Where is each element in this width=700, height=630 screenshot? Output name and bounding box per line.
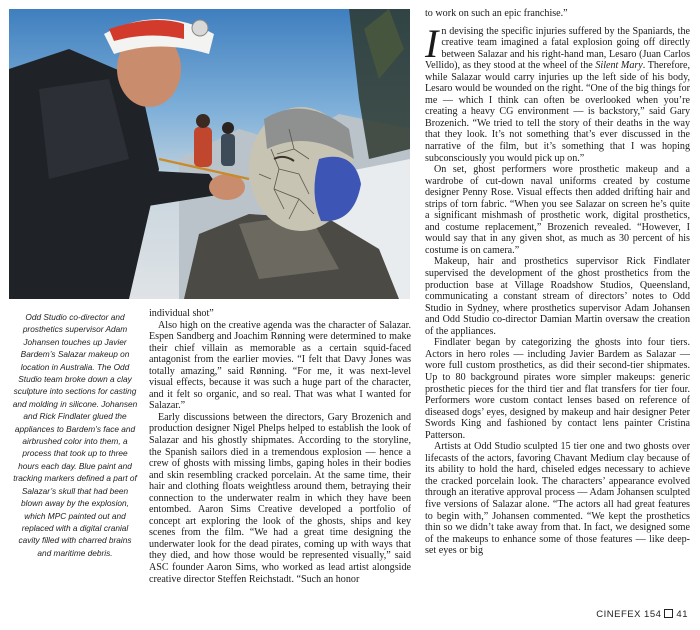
page-folio: [596, 609, 688, 620]
paragraph-text-end: . Therefore, while Salazar would carry injuries up the left side of his body, Lesaro would be wounded on the right. “One of the big things for me — which I think can often be overlooked when you’re creating a heavy CG environment — is backstory,” said Gary Brozenich. “We tried to tell the story of their deaths in the way that they look. It’s not something that’s ever discussed in the narrative of the film, but it’s something that I was hoping subconsciously you would pick up on.”: [425, 60, 691, 164]
paragraph: Artists at Odd Studio sculpted 15 tier one and two ghosts over lifecasts of the actors, favoring Chavant Medium clay because of its ability to hold the hard, chiseled edges necessary to achieve the cracked porcelain look. The characters’ appearance evolved through an iterative approval process — Adam Johansen sculpted five versions of Salazar alone. “The actors all had great features to begin with,” Johansen commented. “We kept the prosthetics thin so we didn’t take away from that. In fact, we designed some of the makeups to enhance some of those features — like deep-set eyes or big: [425, 441, 690, 557]
paragraph: individual shot”: [149, 308, 214, 319]
paragraph-text: n devising the specific injuries suffered by the Spaniards, the creative team imagined a fatal explosion going off directly between Salazar and his right-hand man, Lesaro (Juan Carlos Vellido), as they stood at the wheel of the: [425, 25, 690, 72]
drop-cap-letter: I: [425, 20, 439, 66]
photo-illustration: [9, 9, 410, 299]
paragraph: Makeup, hair and prosthetics supervisor Rick Findlater supervised the development of the ghost prosthetics from the production base at Village Roadshow Studios, Queensland, communicating a constant stream of directors’ notes to Odd Studio in Sydney, where prosthetics supervisor Adam Johansen and Odd Studio co-director Damian Martin oversaw the creation of the appliances.: [425, 256, 690, 337]
paragraph: Findlater began by categorizing the ghosts into four tiers. Actors in hero roles — including Javier Bardem as Salazar — wore full custom prosthetics, as did their second-tier shipmates. Up to 80 background pirates wore simpler makeups: generic prosthetic pieces for the third tier and flat transfers for tier four. Performers wore custom contact lenses based on reference of diseased dogs’ eyes, designed by makeup and hair designer Peter Swords King and fashioned by contact lens painter Cristina Patterson.: [425, 337, 690, 441]
square-divider-icon: [664, 609, 673, 618]
photo-makeup-artist-painting-salazar: [9, 9, 410, 299]
page-number: 41: [676, 609, 688, 620]
paragraph: On set, ghost performers wore prosthetic makeup and a wardrobe of cut-down naval uniforms created by costume designer Penny Rose. Visual effects then added drifting hair and strips of torn fabric. “When you see Salazar on screen he’s quite a significant mishmash of prosthetic work, digital prosthetics, and costume replacement,” Brozenich revealed. “However, I would say that in any given shot, as much as 30 percent of his costume is on camera.”: [425, 164, 690, 256]
ship-name: Silent Mary: [595, 60, 643, 72]
paragraph-dropcap: [425, 20, 691, 165]
caption-text: Odd Studio co-director and prosthetics supervisor Adam Johansen touches up Javier Bardem’s Salazar makeup on location in Australia. The Odd Studio team broke down a clay sculpture into sections for casting and molding in silicone. Johansen and Rick Findlater glued the appliances to Bardem’s face and airbrushed color into them, a process that took up to three hours each day. Blue paint and tracking markers defined a part of Salazar’s skull that had been blown away by the explosion, which MPC painted out and replaced with a digital cranial cavity filled with charred brains and maritime debris.: [12, 312, 138, 558]
article-column-right: [425, 8, 690, 557]
paragraph-continued: to work on such an epic franchise.”: [425, 8, 568, 19]
magazine-issue: CINEFEX 154: [596, 609, 662, 620]
photo-caption: [12, 311, 138, 559]
paragraph: Early discussions between the directors, Gary Brozenich and production designer Nigel Phelps helped to establish the look of Salazar and his ghostly shipmates. According to the storyline, the Spanish sailors died in a tremendous explosion — hence a crew of ghosts with missing limbs, gaping holes in their bodies and skin resembling cracked porcelain. At the same time, their hair and clothing floats weightless around them, betraying their connection to the underwater realm in which they have been entombed. Aaron Sims Creative developed a portfolio of concept art exploring the look of the ghosts, ships and key scenes from the film. “We had a great time designing the underwater look for the dead pirates, coming up with ways that they died, and how those would be represented visually,” said ASC founder Aaron Sims, who worked as lead artist alongside creative director Steffen Reichstadt. “Such an honor: [149, 411, 411, 585]
paragraph: Also high on the creative agenda was the character of Salazar. Espen Sandberg and Joachim Rønning were determined to make their chief villain as memorable as a certain squid-faced antagonist from the earlier movies. “I felt that Davy Jones was totally amazing,” said Rønning. “For me, it was next-level visual effects, because it was such a huge part of the character, and it felt so organic, and so real. That was what I wanted for Salazar.”: [149, 319, 411, 412]
article-column-middle: [149, 308, 411, 585]
